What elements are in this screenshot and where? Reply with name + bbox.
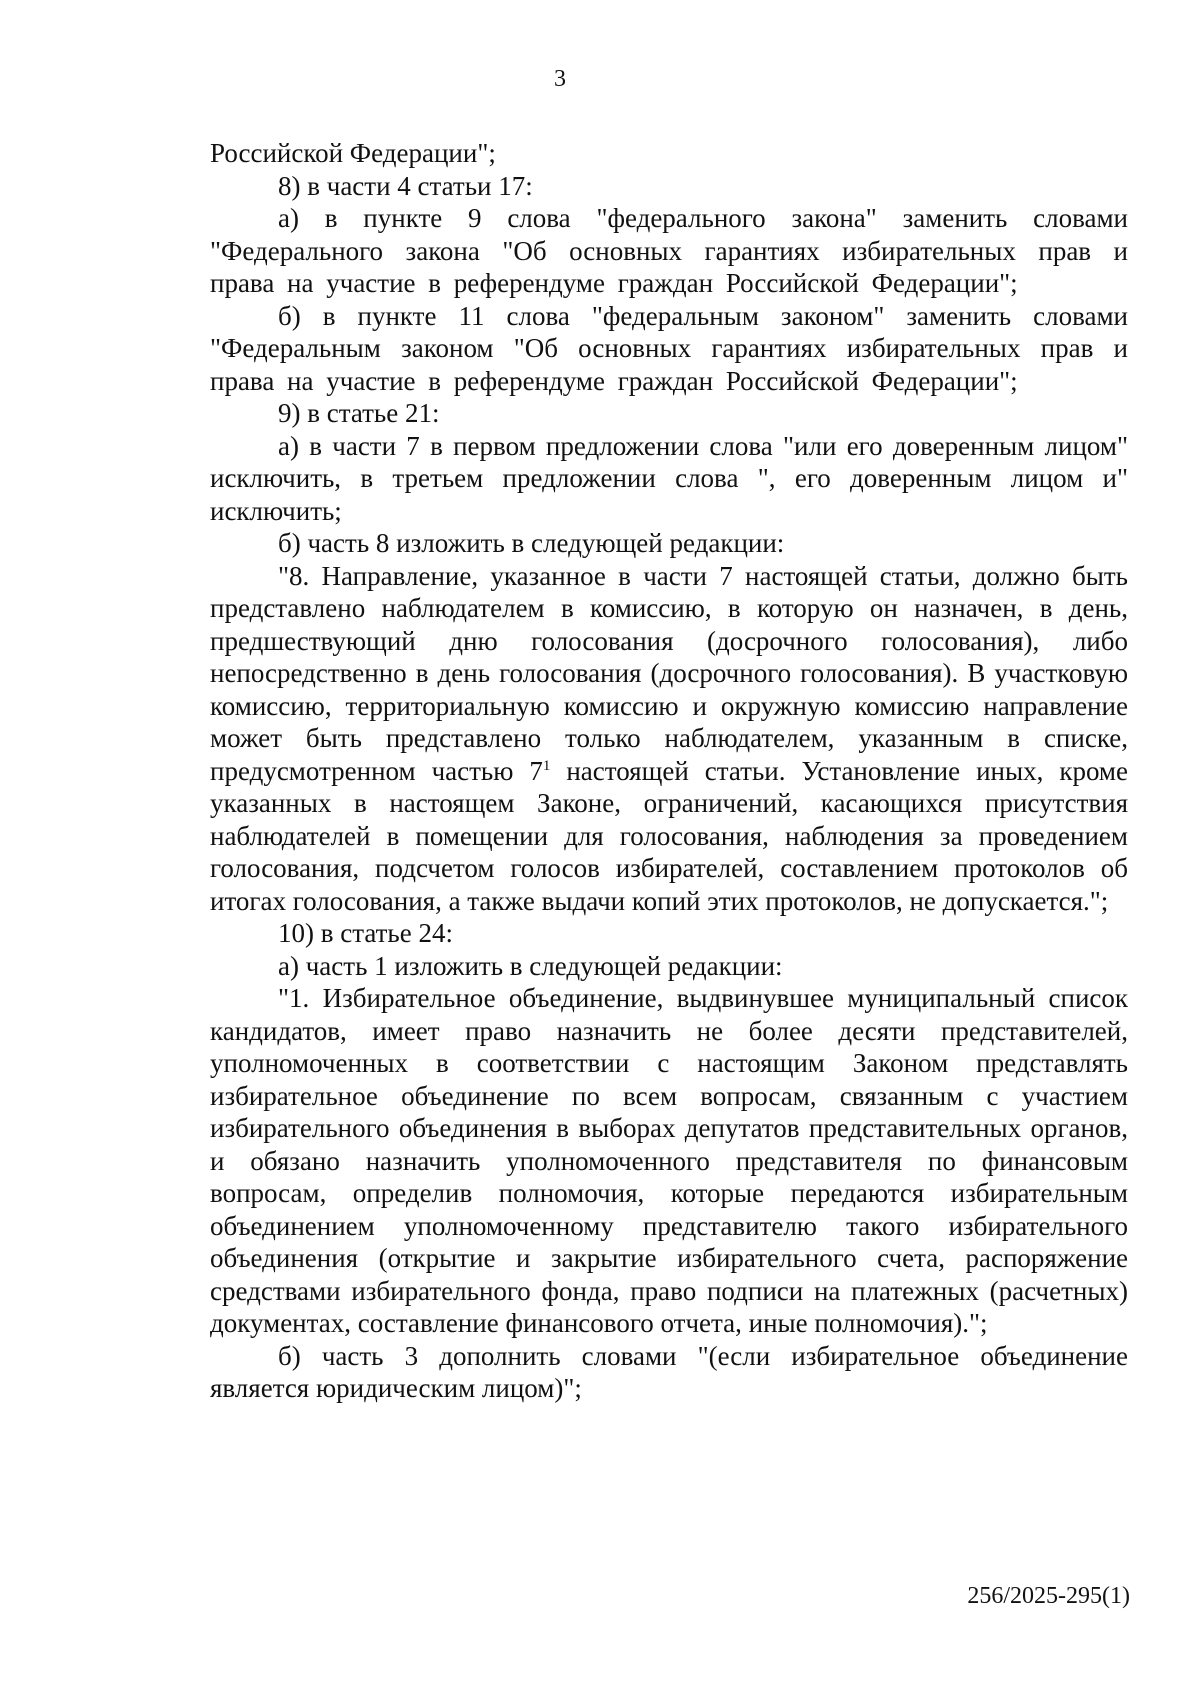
quoted-part-8-text-end: настоящей статьи. Установление иных, кроме указанных в настоящем Законе, ограничений, касающихся присутствия наблюдателей в помещении для голосования, наблюдения за проведением голосования, подсчетом голосов избирателей, составлением протоколов об итогах голосования, а также выдачи копий этих протоколов, не допускается.";	[210, 755, 1128, 916]
paragraph-item-10b: б) часть 3 дополнить словами "(если избирательное объединение является юридическим лицом)";	[210, 1340, 1128, 1403]
paragraph-item-8b: б) в пункте 11 слова "федеральным законом" заменить словами "Федеральным законом "Об основных гарантиях избирательных прав и права на участие в референдуме граждан Российской Федерации";	[210, 300, 1128, 396]
paragraph-item-10: 10) в статье 24:	[278, 918, 453, 948]
page-number: 3	[554, 66, 566, 92]
paragraph-item-10a: а) часть 1 изложить в следующей редакции:	[278, 950, 783, 981]
paragraph-continuation: Российской Федерации";	[210, 138, 496, 168]
document-code: 256/2025-295(1)	[967, 1583, 1130, 1609]
paragraph-quoted-part-8	[210, 560, 1128, 918]
superscript-index: 1	[542, 757, 551, 774]
paragraph-item-9b: б) часть 8 изложить в следующей редакции:	[278, 528, 785, 558]
document-body	[210, 137, 1128, 1405]
paragraph-item-9: 9) в статье 21:	[278, 398, 440, 428]
paragraph-item-9a: а) в части 7 в первом предложении слова "или его доверенным лицом" исключить, в третьем предложении слова ", его доверенным лицом и" исключить;	[210, 430, 1128, 526]
paragraph-quoted-part-1: "1. Избирательное объединение, выдвинувшее муниципальный список кандидатов, имеет право назначить не более десяти представителей, уполномоченных в соответствии с настоящим Законом представлять избирательное объединение по всем вопросам, связанным с участием избирательного объединения в выборах депутатов представительных органов, и обязано назначить уполномоченного представителя по финансовым вопросам, определив полномочия, которые передаются избирательным объединением уполномоченному представителю такого избирательного объединения (открытие и закрытие избирательного счета, распоряжение средствами избирательного фонда, право подписи на платежных (расчетных) документах, составление финансового отчета, иные полномочия).";	[210, 983, 1128, 1338]
paragraph-item-8a: а) в пункте 9 слова "федерального закона" заменить словами "Федерального закона "Об основных гарантиях избирательных прав и права на участие в референдуме граждан Российской Федерации";	[210, 203, 1128, 298]
quoted-part-8-text-start: "8. Направление, указанное в части 7 настоящей статьи, должно быть представлено наблюдателем в комиссию, в которую он назначен, в день, предшествующий дню голосования (досрочного голосования), либо непосредственно в день голосования (досрочного голосования). В участковую комиссию, территориальную комиссию и окружную комиссию направление может быть представлено только наблюдателем, указанным в списке, предусмотренном частью 7	[210, 560, 1128, 786]
paragraph-item-8: 8) в части 4 статьи 17:	[278, 170, 533, 201]
